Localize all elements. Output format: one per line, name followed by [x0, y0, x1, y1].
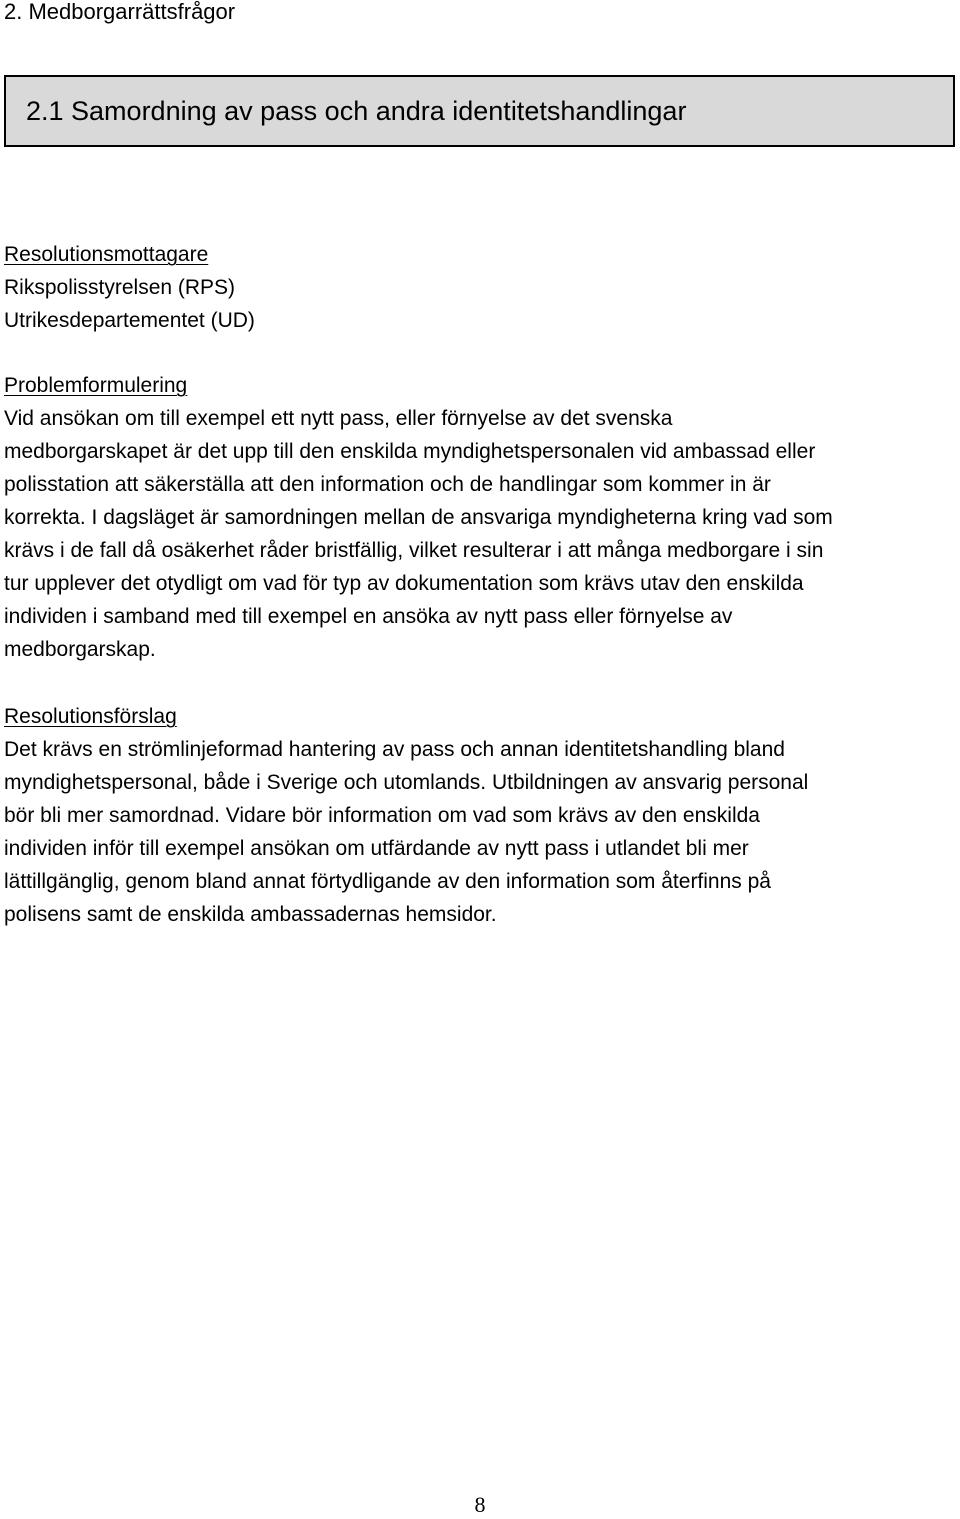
problem-section — [4, 369, 956, 666]
proposal-line: individen inför till exempel ansökan om utfärdande av nytt pass i utlandet bli mer — [4, 837, 749, 860]
recipient-item: Utrikesdepartementet (UD) — [4, 309, 255, 332]
proposal-label: Resolutionsförslag — [4, 705, 177, 728]
chapter-heading: 2. Medborgarrättsfrågor — [4, 0, 236, 24]
problem-line: medborgarskapet är det upp till den enskilda myndighetspersonalen vid ambassad eller — [4, 440, 816, 463]
problem-line: korrekta. I dagsläget är samordningen mellan de ansvariga myndigheterna kring vad som — [4, 506, 833, 529]
proposal-line: bör bli mer samordnad. Vidare bör information om vad som krävs av den enskilda — [4, 804, 760, 827]
proposal-line: lättillgänglig, genom bland annat förtydligande av den information som återfinns på — [4, 870, 771, 893]
problem-line: krävs i de fall då osäkerhet råder bristfällig, vilket resulterar i att många medborgare i sin — [4, 539, 824, 562]
problem-line: individen i samband med till exempel en ansöka av nytt pass eller förnyelse av — [4, 605, 733, 628]
section-title-box — [4, 75, 955, 147]
recipients-section — [4, 238, 956, 337]
proposal-line: polisens samt de enskilda ambassadernas hemsidor. — [4, 903, 497, 926]
page-number: 8 — [474, 1492, 486, 1517]
problem-line: medborgarskap. — [4, 638, 156, 661]
proposal-line: myndighetspersonal, både i Sverige och utomlands. Utbildningen av ansvarig personal — [4, 771, 809, 794]
proposal-section — [4, 700, 956, 931]
problem-label: Problemformulering — [4, 374, 188, 397]
recipients-label: Resolutionsmottagare — [4, 243, 209, 266]
recipient-item: Rikspolisstyrelsen (RPS) — [4, 276, 236, 299]
section-title: 2.1 Samordning av pass och andra identitetshandlingar — [26, 96, 687, 126]
problem-line: polisstation att säkerställa att den information och de handlingar som kommer in är — [4, 473, 771, 496]
proposal-line: Det krävs en strömlinjeformad hantering av pass och annan identitetshandling bland — [4, 738, 785, 761]
problem-line: Vid ansökan om till exempel ett nytt pass, eller förnyelse av det svenska — [4, 407, 673, 430]
problem-line: tur upplever det otydligt om vad för typ av dokumentation som krävs utav den enskilda — [4, 572, 804, 595]
